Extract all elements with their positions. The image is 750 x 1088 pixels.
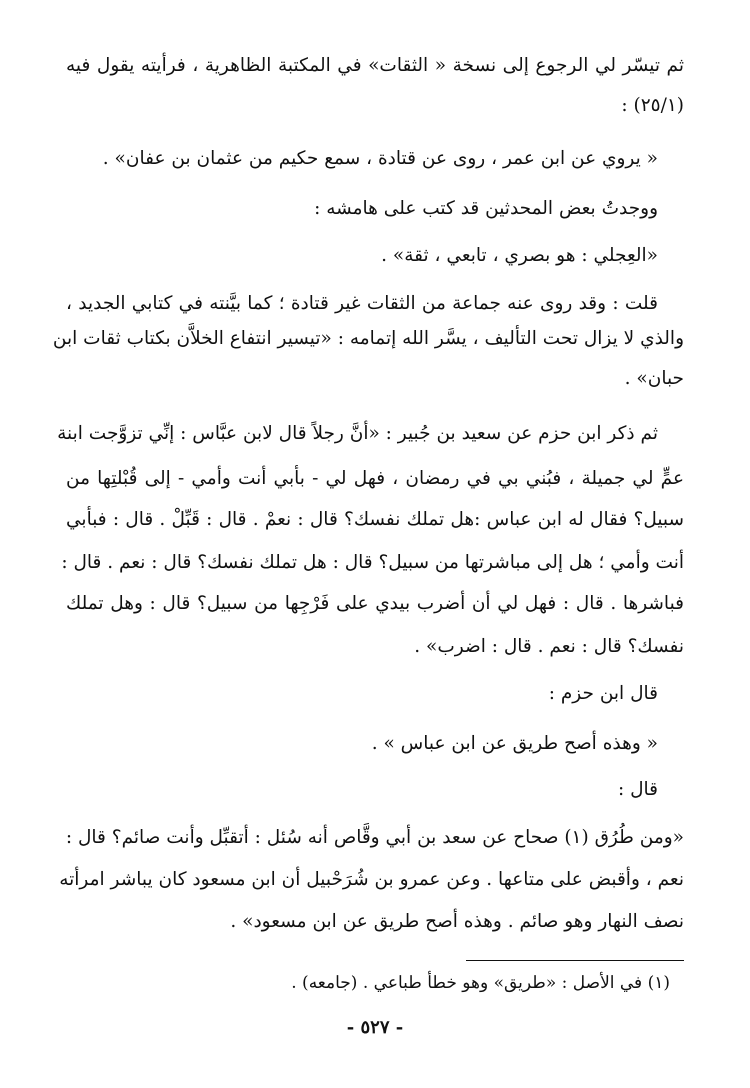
footnote-divider: [466, 960, 684, 961]
text-line-3: ووجدتُ بعض المحدثين قد كتب على هامشه :: [314, 198, 658, 219]
text-line-11: فباشرها . قال : فهل لي أن أضرب بيدي على فَرْجِها من سبيل؟ قال : وهل تملك: [66, 593, 684, 614]
quote-line-2: «العِجلي : هو بصري ، تابعي ، ثقة» .: [381, 245, 658, 266]
text-line-5: والذي لا يزال تحت التأليف ، يسَّر الله إتمامه : «تيسير انتفاع الخلاَّن بكتاب ثقات ابن: [52, 328, 684, 349]
text-line-9: سبيل؟ فقال له ابن عباس :هل تملك نفسك؟ قال : نعمْ . قال : قَبِّلْ . قال : فبأبي: [66, 509, 684, 530]
text-line-10: أنت وأمي ؛ هل إلى مباشرتها من سبيل؟ قال : هل تملك نفسك؟ قال : نعم . قال :: [61, 552, 684, 573]
footnote: (١) في الأصل : «طريق» وهو خطأ طباعي . (جامعه) .: [291, 973, 670, 993]
text-line-2: (٢٥/١) :: [621, 95, 684, 116]
text-line-12: نفسك؟ قال : نعم . قال : اضرب» .: [414, 636, 684, 657]
text-line-7: ثم ذكر ابن حزم عن سعيد بن جُبير : «أنَّ رجلاً قال لابن عبَّاس : إنِّي تزوَّجت ابنة: [57, 423, 658, 444]
quote-line-3: « وهذه أصح طريق عن ابن عباس » .: [371, 733, 658, 754]
page-number: - ٥٢٧ -: [346, 1017, 404, 1038]
text-line-4: قلت : وقد روى عنه جماعة من الثقات غير قتادة ؛ كما بيَّنته في كتابي الجديد ،: [66, 293, 658, 314]
text-line-17: نصف النهار وهو صائم . وهذه أصح طريق عن ابن مسعود» .: [230, 911, 684, 932]
text-line-1: ثم تيسّر لي الرجوع إلى نسخة « الثقات» في المكتبة الظاهرية ، فرأيته يقول فيه: [66, 55, 684, 76]
text-line-8: عمٍّ لي جميلة ، فبُني بي في رمضان ، فهل لي - بأبي أنت وأمي - إلى قُبْلتِها من: [66, 468, 684, 489]
text-line-14: قال :: [617, 779, 658, 800]
text-line-15: «ومن طُرُق (١) صحاح عن سعد بن أبي وقَّاص أنه سُئل : أتقبِّل وأنت صائم؟ قال :: [65, 827, 684, 848]
quote-line-1: « يروي عن ابن عمر ، روى عن قتادة ، سمع حكيم من عثمان بن عفان» .: [102, 148, 658, 169]
text-line-13: قال ابن حزم :: [548, 683, 658, 704]
text-line-16: نعم ، وأقبض على متاعها . وعن عمرو بن شُرَحْبيل أن ابن مسعود كان يباشر امرأته: [59, 869, 684, 890]
text-line-6: حبان» .: [624, 368, 684, 389]
